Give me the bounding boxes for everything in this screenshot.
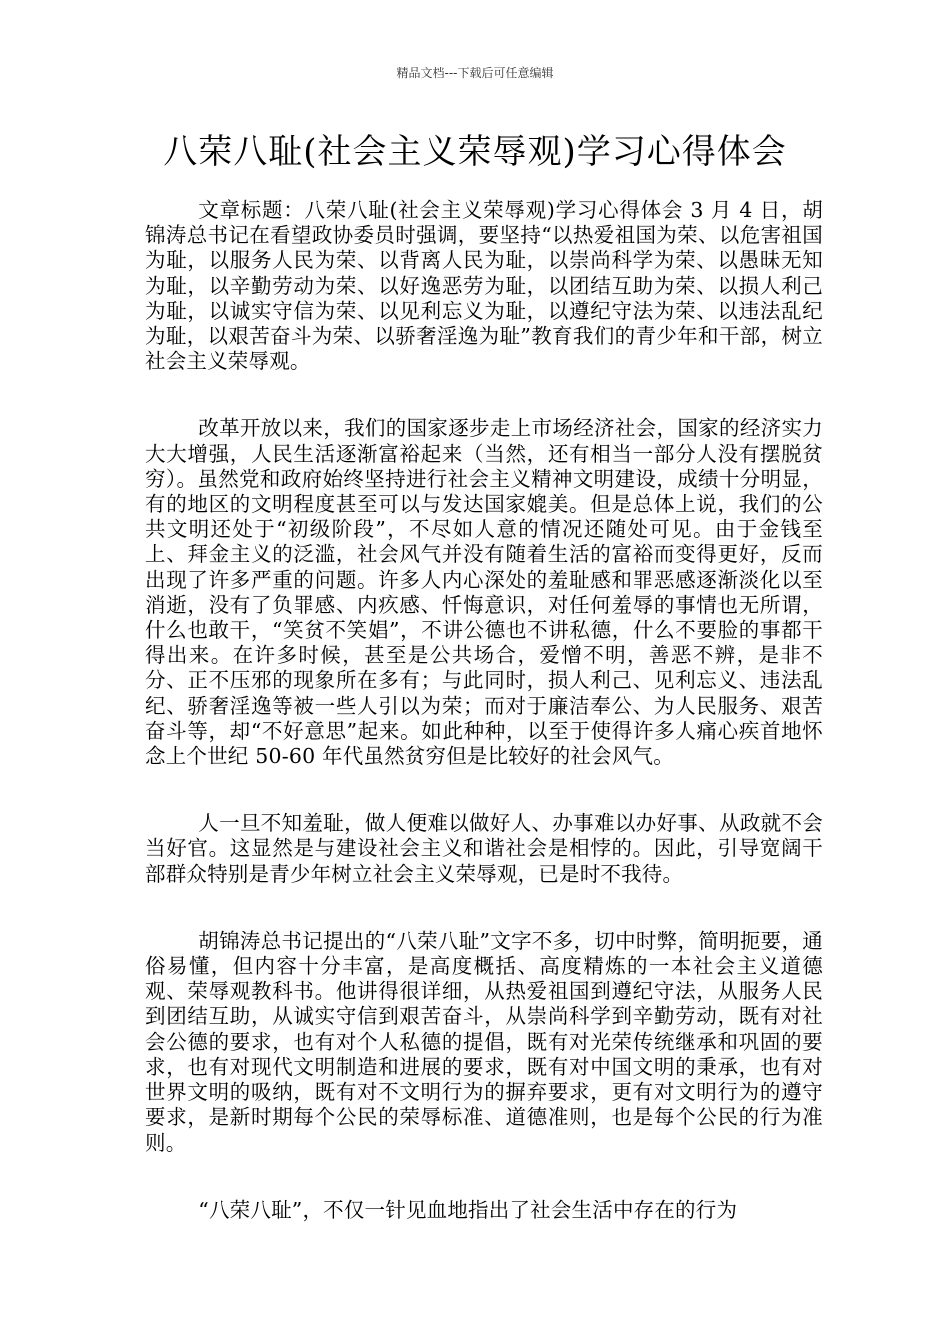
document-body: [145, 198, 823, 1265]
paragraph: 人一旦不知羞耻，做人便难以做好人、办事难以办好事、从政就不会当好官。这显然是与建设社会主义和谐社会是相悖的。因此，引导宽阔干部群众特别是青少年树立社会主义荣辱观，已是时不我待。: [145, 811, 823, 886]
paragraph: 胡锦涛总书记提出的“八荣八耻”文字不多，切中时弊，简明扼要，通俗易懂，但内容十分丰富，是高度概括、高度精炼的一本社会主义道德观、荣辱观教科书。他讲得很详细，从热爱祖国到遵纪守法，从服务人民到团结互助，从诚实守信到艰苦奋斗，从崇尚科学到辛勤劳动，既有对社会公德的要求，也有对个人私德的提倡，既有对光荣传统继承和巩固的要求，也有对现代文明制造和进展的要求，既有对中国文明的秉承，也有对世界文明的吸纳，既有对不文明行为的摒弃要求，更有对文明行为的遵守要求，是新时期每个公民的荣辱标准、道德准则，也是每个公民的行为准则。: [145, 928, 823, 1155]
page-header: 精品文档---下载后可任意编辑: [396, 66, 554, 80]
paragraph: “八荣八耻”，不仅一针见血地指出了社会生活中存在的行为: [198, 1197, 738, 1222]
paragraph: 改革开放以来，我们的国家逐步走上市场经济社会，国家的经济实力大大增强，人民生活逐渐富裕起来（当然，还有相当一部分人没有摆脱贫穷）。虽然党和政府始终坚持进行社会主义精神文明建设，成绩十分明显，有的地区的文明程度甚至可以与发达国家媲美。但是总体上说，我们的公共文明还处于“初级阶段”，不尽如人意的情况还随处可见。由于金钱至上、拜金主义的泛滥，社会风气并没有随着生活的富裕而变得更好，反而出现了许多严重的问题。许多人内心深处的羞耻感和罪恶感逐渐淡化以至消逝，没有了负罪感、内疚感、忏悔意识，对任何羞辱的事情也无所谓，什么也敢干，“笑贫不笑娼”，不讲公德也不讲私德，什么不要脸的事都干得出来。在许多时候，甚至是公共场合，爱憎不明，善恶不辨，是非不分、正不压邪的现象所在多有；与此同时，损人利己、见利忘义、违法乱纪、骄奢淫逸等被一些人引以为荣；而对于廉洁奉公、为人民服务、艰苦奋斗等，却“不好意思”起来。如此种种，以至于使得许多人痛心疾首地怀念上个世纪 50-60 年代虽然贫穷但是比较好的社会风气。: [145, 416, 823, 769]
paragraph: 文章标题：八荣八耻(社会主义荣辱观)学习心得体会 3 月 4 日，胡锦涛总书记在看望政协委员时强调，要坚持“以热爱祖国为荣、以危害祖国为耻，以服务人民为荣、以背离人民为耻，以崇尚科学为荣、以愚昧无知为耻，以辛勤劳动为荣、以好逸恶劳为耻，以团结互助为荣、以损人利己为耻，以诚实守信为荣、以见利忘义为耻，以遵纪守法为荣、以违法乱纪为耻，以艰苦奋斗为荣、以骄奢淫逸为耻”教育我们的青少年和干部，树立社会主义荣辱观。: [145, 198, 823, 374]
document-title: 八荣八耻(社会主义荣辱观)学习心得体会: [163, 132, 787, 172]
